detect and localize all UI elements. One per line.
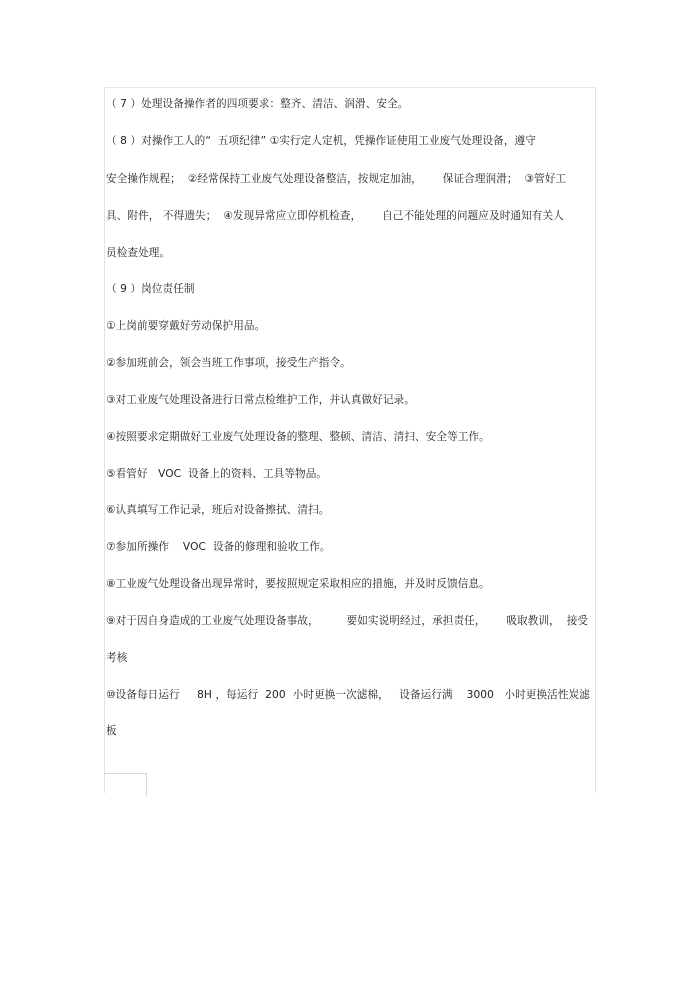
frame-top-border [105, 87, 595, 88]
text-line-item-5: ⑤看管好 VOC 设备上的资料、工具等物品。 [106, 468, 328, 480]
text-line-item-1: ①上岗前要穿戴好劳动保护用品。 [106, 320, 266, 332]
text-line-item-10-cont: 板 [106, 725, 117, 737]
page-corner-mark [104, 773, 147, 796]
text-line-item-7: ⑦参加所操作 VOC 设备的修理和验收工作。 [106, 541, 331, 553]
text-line-8-heading: （ 8 ）对操作工人的“ 五项纪律” ①实行定人定机，凭操作证使用工业废气处理设备，遵守 [106, 135, 536, 147]
text-line-item-10: ⑩设备每日运行 8H ，每运行 200 小时更换一次滤棉， 设备运行满 3000 小时更换活性炭滤 [106, 689, 590, 701]
text-line-item-9-cont: 考核 [106, 652, 128, 664]
text-line-8-cont-1: 安全操作规程； ②经常保持工业废气处理设备整洁，按规定加油， 保证合理润滑； ③管好工 [106, 173, 567, 185]
text-line-item-3: ③对工业废气处理设备进行日常点检维护工作，并认真做好记录。 [106, 394, 416, 406]
text-line-item-8: ⑧工业废气处理设备出现异常时，要按照规定采取相应的措施，并及时反馈信息。 [106, 578, 490, 590]
text-line-item-9: ⑨对于因自身造成的工业废气处理设备事故， 要如实说明经过，承担责任， 吸取教训， 接受 [106, 615, 589, 627]
text-line-item-6: ⑥认真填写工作记录，班后对设备擦拭、清扫。 [106, 504, 330, 516]
text-line-item-4: ④按照要求定期做好工业废气处理设备的整理、整顿、清洁、清扫、安全等工作。 [106, 431, 490, 443]
text-line-7-heading: （ 7 ）处理设备操作者的四项要求：整齐、清洁、润滑、安全。 [106, 98, 409, 110]
text-line-9-heading: （ 9 ）岗位责任制 [106, 283, 195, 295]
text-line-8-cont-2: 具、附件， 不得遗失； ④发现异常应立即停机检查， 自己不能处理的问题应及时通知有关人 [106, 210, 564, 222]
text-line-8-cont-3: 员检查处理。 [106, 247, 171, 259]
text-line-item-2: ②参加班前会，领会当班工作事项，接受生产指令。 [106, 357, 351, 369]
